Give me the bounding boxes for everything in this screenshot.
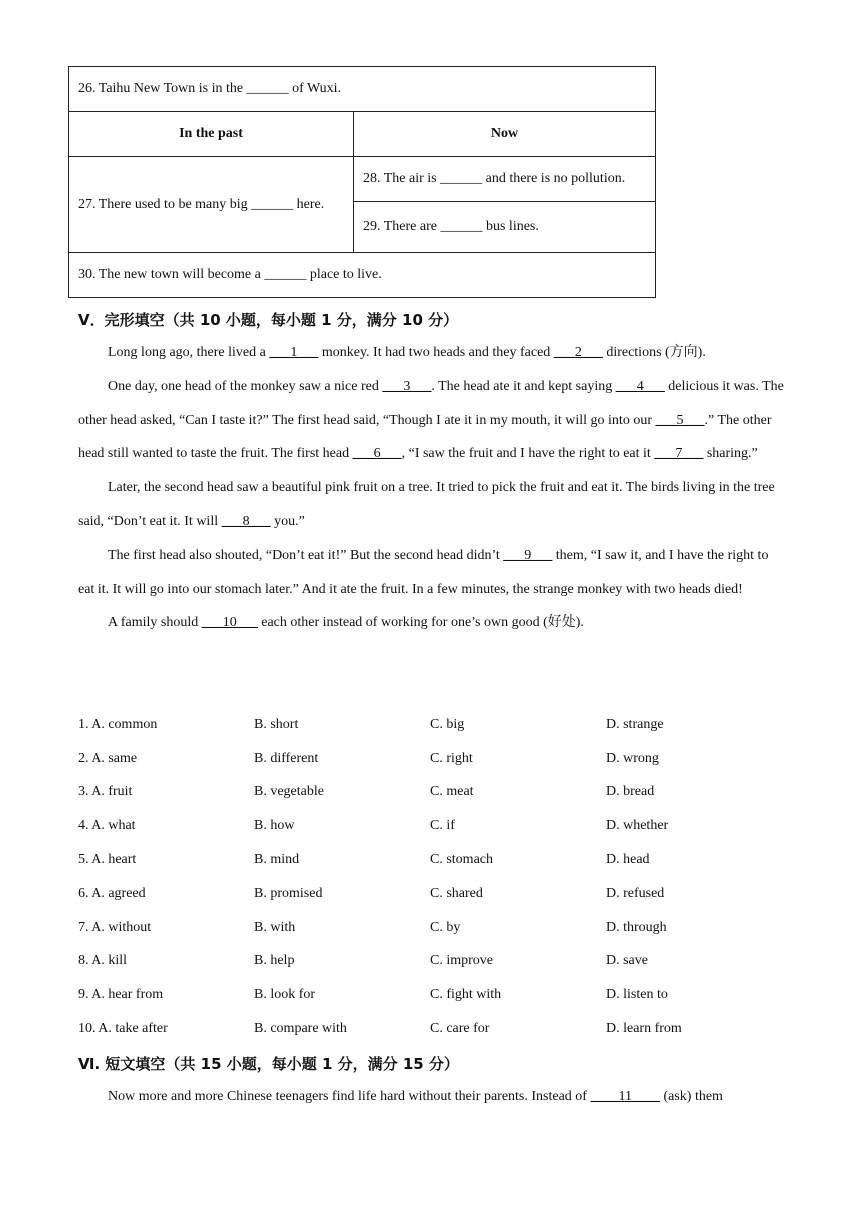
option-b: B. with bbox=[254, 919, 296, 935]
paragraph-3 bbox=[78, 471, 786, 539]
question-29: 29. There are ______ bus lines. bbox=[354, 202, 656, 253]
question-26: 26. Taihu New Town is in the ______ of Wuxi. bbox=[69, 67, 656, 112]
option-row bbox=[78, 1012, 786, 1046]
paragraph-2 bbox=[78, 370, 786, 471]
fill-passage bbox=[78, 1080, 786, 1114]
header-past: In the past bbox=[69, 112, 354, 157]
paragraph-6-1 bbox=[78, 1080, 786, 1114]
text: A family should bbox=[108, 615, 202, 631]
option-row bbox=[78, 843, 786, 877]
option-c: C. stomach bbox=[430, 852, 493, 868]
blank-3: ___3___ bbox=[382, 378, 432, 394]
text: Now more and more Chinese teenagers find life hard without their parents. Instead of bbox=[108, 1089, 591, 1104]
option-c: C. right bbox=[430, 750, 473, 766]
blank-11: ____11____ bbox=[590, 1089, 660, 1104]
option-row bbox=[78, 877, 786, 911]
option-d: D. through bbox=[606, 919, 667, 935]
option-b: B. how bbox=[254, 818, 295, 834]
option-row bbox=[78, 708, 786, 742]
option-a: 3. A. fruit bbox=[78, 784, 133, 800]
option-c: C. meat bbox=[430, 784, 474, 800]
blank-8: ___8___ bbox=[221, 513, 271, 529]
option-b: B. short bbox=[254, 716, 299, 732]
blank-5: ___5___ bbox=[655, 412, 705, 428]
question-28: 28. The air is ______ and there is no pollution. bbox=[354, 157, 656, 202]
blank-9: ___9___ bbox=[503, 547, 553, 563]
text: Later, the second head saw a beautiful pink fruit on a tree. It tried to pick the fruit and eat it. The birds living in the tree said, “Don’t eat it. It will bbox=[78, 480, 775, 529]
text: each other instead of working for one’s own good (好处). bbox=[257, 615, 584, 631]
option-a: 9. A. hear from bbox=[78, 987, 164, 1003]
table-row bbox=[69, 157, 656, 202]
option-row bbox=[78, 978, 786, 1012]
option-a: 10. A. take after bbox=[78, 1021, 168, 1037]
option-b: B. different bbox=[254, 750, 319, 766]
text: you.” bbox=[270, 513, 305, 529]
option-b: B. compare with bbox=[254, 1021, 347, 1037]
option-b: B. promised bbox=[254, 885, 323, 901]
text: . The head ate it and kept saying bbox=[431, 378, 616, 394]
paragraph-5 bbox=[78, 606, 786, 640]
table-row bbox=[69, 253, 656, 298]
question-30: 30. The new town will become a ______ place to live. bbox=[69, 253, 656, 298]
option-c: C. improve bbox=[430, 953, 493, 969]
text: The first head also shouted, “Don’t eat it!” But the second head didn’t bbox=[108, 547, 504, 563]
blank-1: ___1___ bbox=[269, 345, 319, 360]
text: .” The other head still wanted to taste the fruit. The first head bbox=[78, 412, 772, 462]
blank-2: ___2___ bbox=[553, 345, 603, 360]
blank-4: ___4___ bbox=[615, 378, 665, 394]
text: One day, one head of the monkey saw a nice red bbox=[108, 378, 383, 394]
option-d: D. listen to bbox=[606, 987, 668, 1003]
section-6-title: Ⅵ. 短文填空（共 15 小题，每小题 1 分，满分 15 分） bbox=[78, 1055, 459, 1073]
option-row bbox=[78, 776, 786, 810]
option-c: C. shared bbox=[430, 885, 483, 901]
cloze-passage bbox=[78, 336, 786, 640]
blank-6: ___6___ bbox=[352, 446, 402, 462]
table-row bbox=[69, 67, 656, 112]
option-a: 2. A. same bbox=[78, 750, 138, 766]
blank-7: ___7___ bbox=[654, 446, 704, 462]
option-c: C. fight with bbox=[430, 987, 502, 1003]
option-d: D. save bbox=[606, 953, 648, 969]
option-row bbox=[78, 809, 786, 843]
text: Long long ago, there lived a bbox=[108, 345, 270, 360]
text: sharing.” bbox=[703, 446, 758, 462]
section-5-title: V．完形填空（共 10 小题，每小题 1 分，满分 10 分） bbox=[78, 311, 459, 329]
header-now: Now bbox=[354, 112, 656, 157]
option-b: B. vegetable bbox=[254, 784, 324, 800]
text: (ask) them bbox=[659, 1089, 723, 1104]
option-d: D. refused bbox=[606, 885, 665, 901]
option-a: 1. A. common bbox=[78, 716, 158, 732]
option-row bbox=[78, 742, 786, 776]
answer-options bbox=[78, 708, 786, 1046]
option-d: D. wrong bbox=[606, 750, 659, 766]
option-b: B. help bbox=[254, 953, 295, 969]
option-d: D. whether bbox=[606, 818, 669, 834]
option-row bbox=[78, 945, 786, 979]
text: them, “I saw it, and I have the right to eat it. It will go into our stomach later.” And it ate the fruit. In a few minutes, the strange monkey with two heads died! bbox=[78, 547, 769, 597]
option-c: C. if bbox=[430, 818, 455, 834]
option-a: 5. A. heart bbox=[78, 852, 137, 868]
option-a: 4. A. what bbox=[78, 818, 136, 834]
option-b: B. look for bbox=[254, 987, 316, 1003]
question-27: 27. There used to be many big ______ here. bbox=[69, 157, 354, 253]
option-b: B. mind bbox=[254, 852, 300, 868]
paragraph-4 bbox=[78, 539, 786, 607]
option-row bbox=[78, 911, 786, 945]
option-d: D. strange bbox=[606, 716, 664, 732]
text: delicious it was. The other head asked, “Can I taste it?” The first head said, “Though I ate it in my mouth, it will go into our bbox=[78, 378, 784, 428]
blank-10: ___10___ bbox=[201, 615, 258, 631]
text: , “I saw the fruit and I have the right to eat it bbox=[401, 446, 655, 462]
option-c: C. care for bbox=[430, 1021, 490, 1037]
option-d: D. head bbox=[606, 852, 650, 868]
option-a: 7. A. without bbox=[78, 919, 152, 935]
text: monkey. It had two heads and they faced bbox=[318, 345, 554, 360]
text: directions (方向). bbox=[602, 345, 706, 360]
option-c: C. big bbox=[430, 716, 465, 732]
paragraph-1 bbox=[78, 336, 786, 370]
table-row bbox=[69, 112, 656, 157]
option-d: D. bread bbox=[606, 784, 655, 800]
info-table bbox=[68, 66, 656, 298]
option-c: C. by bbox=[430, 919, 461, 935]
option-a: 6. A. agreed bbox=[78, 885, 146, 901]
option-a: 8. A. kill bbox=[78, 953, 128, 969]
option-d: D. learn from bbox=[606, 1021, 682, 1037]
